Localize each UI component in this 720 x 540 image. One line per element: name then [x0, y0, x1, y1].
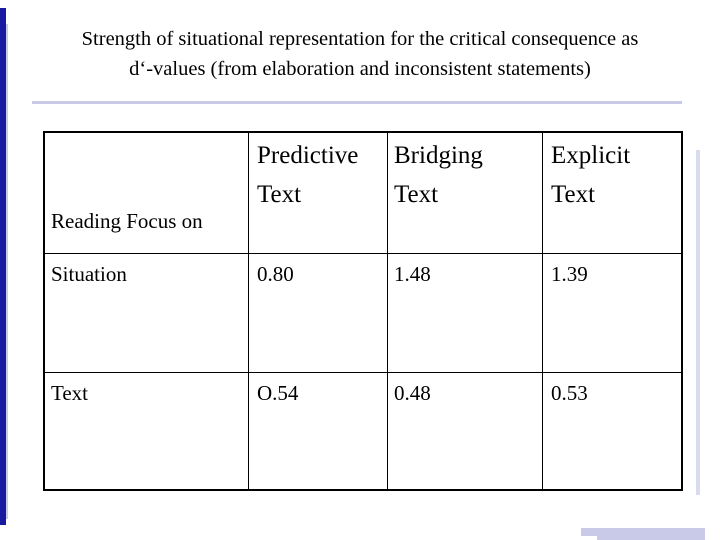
table-corner-label: Reading Focus on: [51, 209, 203, 233]
table-column-divider: [542, 133, 543, 489]
table-row-divider: [45, 253, 681, 254]
column-header-line-2: Text: [394, 181, 439, 208]
column-header-line-1: Bridging: [394, 142, 483, 169]
table-cell: 0.80: [257, 262, 294, 286]
slide-title-line-1: Strength of situational representation for the critical consequence as: [81, 28, 639, 50]
slide-accent-bar-inner: [6, 24, 8, 519]
slide-title-line-2: d‘-values (from elaboration and inconsistent statements): [129, 58, 591, 80]
table-column-divider: [387, 133, 388, 489]
column-header-line-2: Text: [551, 181, 596, 208]
table-row-label-text: Text: [51, 381, 89, 405]
table-cell: 0.53: [551, 381, 588, 405]
table-shadow: [696, 150, 700, 495]
column-header-line-2: Text: [257, 181, 302, 208]
footer-accent: [581, 528, 705, 536]
table-header-bridging: [394, 136, 483, 214]
footer-accent: [597, 536, 705, 540]
table-cell: O.54: [257, 381, 299, 405]
table-header-explicit: [551, 136, 630, 214]
table-cell: 1.48: [394, 262, 431, 286]
table-row-label-situation: Situation: [51, 262, 127, 286]
table-column-divider: [248, 133, 249, 489]
table-row-divider: [45, 372, 681, 373]
column-header-line-1: Explicit: [551, 142, 631, 169]
slide-title: [20, 24, 700, 84]
table-cell: 0.48: [394, 381, 431, 405]
title-divider: [32, 101, 682, 104]
column-header-line-1: Predictive: [257, 142, 359, 169]
table-cell: 1.39: [551, 262, 588, 286]
table-header-predictive: [257, 136, 358, 214]
